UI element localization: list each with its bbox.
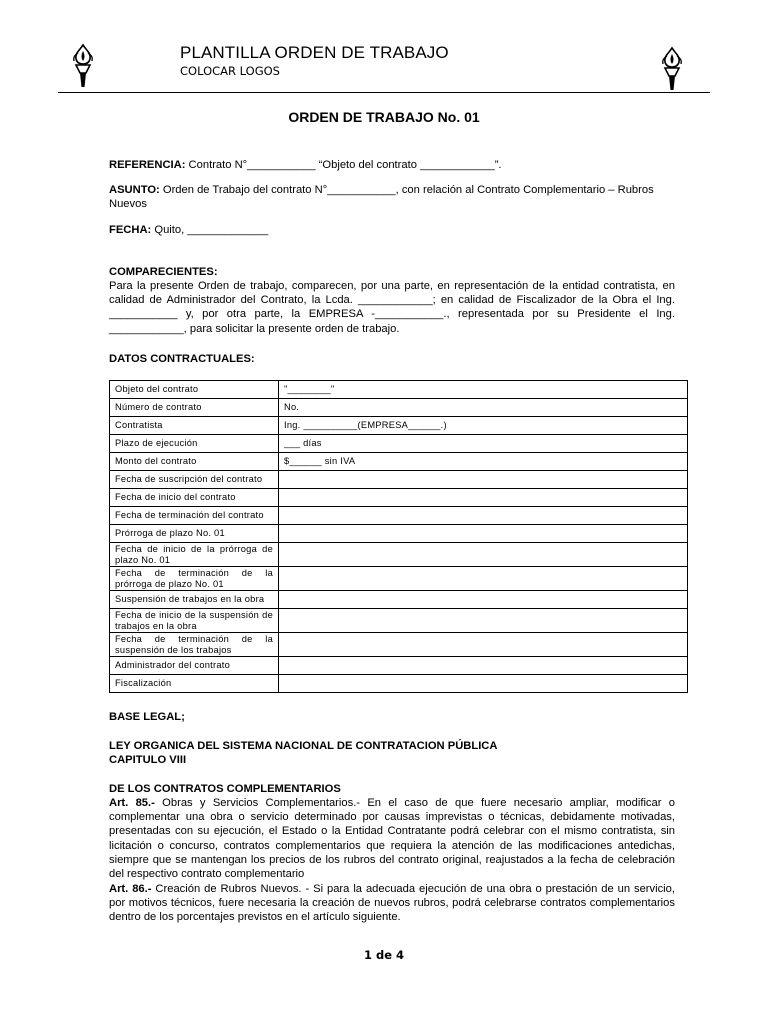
table-row [110,399,688,417]
header-subtitle: COLOCAR LOGOS [180,64,280,78]
row-value [279,543,688,567]
row-value: "________" [279,381,688,399]
row-label: Plazo de ejecución [110,435,279,453]
row-value [279,675,688,693]
torch-logo-icon-right [659,46,685,92]
row-label: Fecha de inicio de la prórroga de plazo No. 01 [110,543,279,567]
row-value [279,567,688,591]
table-row [110,489,688,507]
table-row [110,417,688,435]
row-value: Ing. __________(EMPRESA______.) [279,417,688,435]
asunto-text: Orden de Trabajo del contrato N°___________, con relación al Contrato Complementario – Rubros Nuevos [109,184,654,211]
torch-logo-icon-left [70,43,96,89]
row-label: Fecha de terminación de la prórroga de plazo No. 01 [110,567,279,591]
table-row [110,567,688,591]
row-label: Fecha de inicio de la suspensión de trabajos en la obra [110,609,279,633]
header-divider [58,92,710,93]
fecha-label: FECHA: [109,224,152,236]
row-label: Monto del contrato [110,453,279,471]
art-85-text: Obras y Servicios Complementarios.- En el caso de que fuere necesario ampliar, modificar o complementar una obra o servicio determinado por causas imprevistas o técnicas, debidamente motivadas, presentadas con su ejecución, el Estado o la Entidad Contratante podrá celebrar con el mismo contratista, sin licitación o concurso, contratos complementarios que requiera la atención de las modificaciones antedichas, siempre que se mantengan los precios de los rubros del contrato original, reajustados a la fecha de celebración del respectivo contrato complementario [109,797,675,881]
table-row [110,525,688,543]
row-label: Fecha de suscripción del contrato [110,471,279,489]
table-row [110,507,688,525]
row-value [279,657,688,675]
art-85-label: Art. 85.- [109,797,155,809]
row-value [279,591,688,609]
referencia-label: REFERENCIA: [109,159,186,171]
asunto-label: ASUNTO: [109,184,160,196]
art-86-paragraph [109,882,675,925]
row-value: $______ sin IVA [279,453,688,471]
ley-title: LEY ORGANICA DEL SISTEMA NACIONAL DE CONTRATACION PÚBLICA [109,740,498,752]
row-label: Objeto del contrato [110,381,279,399]
table-row [110,453,688,471]
row-label: Administrador del contrato [110,657,279,675]
table-row [110,657,688,675]
referencia-line [109,158,675,172]
art-85-paragraph [109,796,675,881]
row-label: Número de contrato [110,399,279,417]
row-label: Suspensión de trabajos en la obra [110,591,279,609]
table-row [110,591,688,609]
fecha-text: Quito, _____________ [151,224,269,236]
page-number: 1 de 4 [363,948,405,962]
datos-contractuales-heading: DATOS CONTRACTUALES: [109,353,255,365]
row-value: No. [279,399,688,417]
base-legal-heading: BASE LEGAL; [109,711,185,723]
fecha-line [109,223,675,237]
row-value [279,525,688,543]
table-row [110,471,688,489]
table-row [110,381,688,399]
row-value: ___ días [279,435,688,453]
referencia-text: Contrato N°___________ “Objeto del contrato ____________”. [185,159,502,171]
capitulo-heading: CAPITULO VIII [109,754,187,766]
row-label: Fecha de inicio del contrato [110,489,279,507]
row-label: Fecha de terminación de la suspensión de los trabajos [110,633,279,657]
row-label: Fiscalización [110,675,279,693]
document-title: ORDEN DE TRABAJO No. 01 [288,109,480,125]
table-row [110,609,688,633]
art-86-label: Art. 86.- [109,883,152,895]
row-label: Contratista [110,417,279,435]
table-row [110,435,688,453]
row-value [279,471,688,489]
row-value [279,633,688,657]
header-title: PLANTILLA ORDEN DE TRABAJO [180,43,449,62]
contratos-complementarios-heading: DE LOS CONTRATOS COMPLEMENTARIOS [109,783,341,795]
datos-contractuales-table [109,380,688,693]
table-row [110,543,688,567]
comparecientes-heading: COMPARECIENTES: [109,266,218,278]
art-86-text: Creación de Rubros Nuevos. - Si para la adecuada ejecución de una obra o prestación de un servicio, por motivos técnicos, fuere necesaria la creación de nuevos rubros, podrá celebrarse contratos complementarios dentro de los porcentajes previstos en el artículo siguiente. [109,883,676,924]
comparecientes-paragraph: Para la presente Orden de trabajo, comparecen, por una parte, en representación de la entidad contratista, en calidad de Administrador del Contrato, la Lcda. ____________; en calidad de Fiscalizador de la Obra el Ing. ___________ y, por otra parte, la EMPRESA -___________., representada por su Presidente el Ing. ____________, para solicitar la presente orden de trabajo. [109,280,675,335]
row-label: Prórroga de plazo No. 01 [110,525,279,543]
row-value [279,489,688,507]
table-row [110,675,688,693]
asunto-line [109,183,677,211]
row-value [279,609,688,633]
table-row [110,633,688,657]
row-label: Fecha de terminación del contrato [110,507,279,525]
row-value [279,507,688,525]
